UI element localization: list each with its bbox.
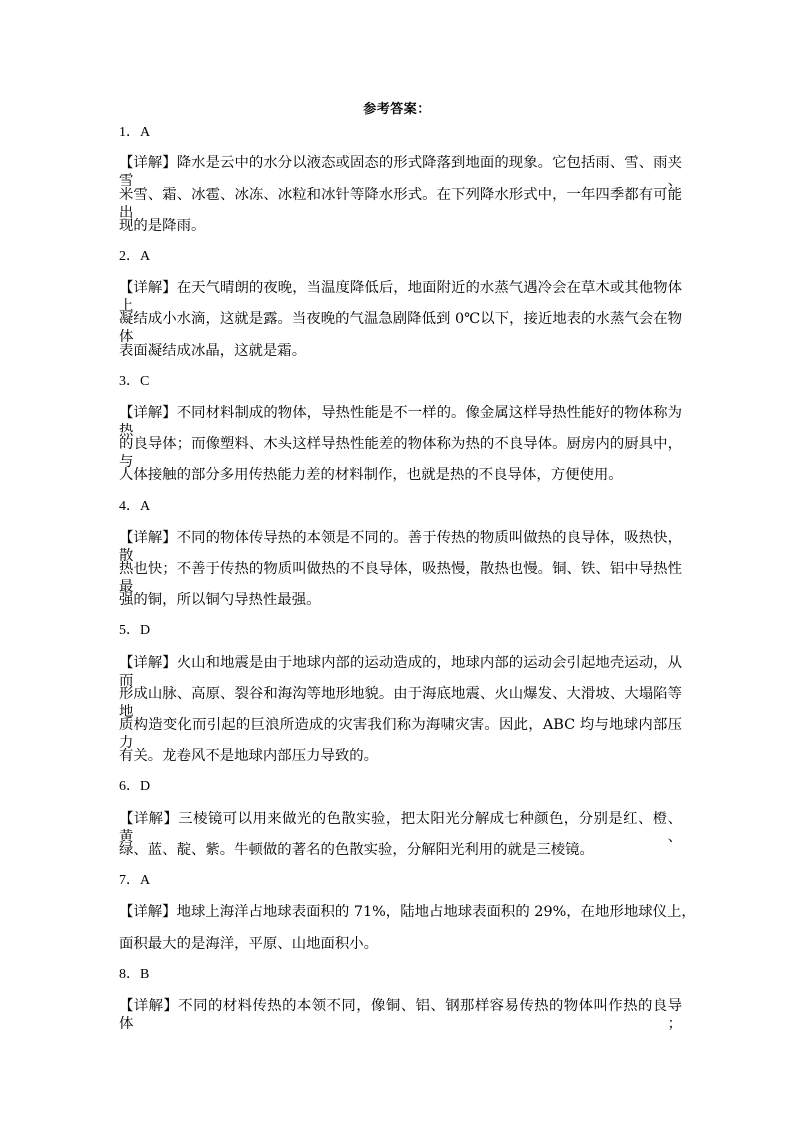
answer-number: 5．D <box>119 623 151 638</box>
explanation-line: 面积最大的是海洋，平原、山地面积小。 <box>119 936 379 952</box>
explanation-line: 【详解】不同的物体传导热的本领是不同的。善于传热的物质叫做热的良导体，吸热快，散 <box>119 530 682 564</box>
explanation-line: 表面凝结成冰晶，这就是霜。 <box>119 343 307 359</box>
answer-number: 8．B <box>119 967 150 982</box>
answer-number: 2．A <box>119 249 151 264</box>
explanation-line: 米雪、霜、冰雹、冰冻、冰粒和冰针等降水形式。在下列降水形式中，一年四季都有可能出 <box>119 187 682 221</box>
explanation-line: 形成山脉、高原、裂谷和海沟等地形地貌。由于海底地震、火山爆发、大滑坡、大塌陷等地 <box>119 686 682 720</box>
explanation-line: 【详解】不同材料制成的物体，导热性能是不一样的。像金属这样导热性能好的物体称为热 <box>119 405 682 439</box>
explanation-line: 凝结成小水滴，这就是露。当夜晚的气温急剧降低到 0℃以下，接近地表的水蒸气会在物体 <box>119 311 682 345</box>
explanation-line: 现的是降雨。 <box>119 218 206 234</box>
explanation-line: 热也快；不善于传热的物质叫做热的不良导体，吸热慢，散热也慢。铜、铁、铝中导热性最 <box>119 561 682 595</box>
answer-number: 1．A <box>119 125 151 140</box>
explanation-line: 质构造变化而引起的巨浪所造成的灾害我们称为海啸灾害。因此，ABC 均与地球内部压力 <box>119 717 682 751</box>
explanation-line: 【详解】降水是云中的水分以液态或固态的形式降落到地面的现象。它包括雨、雪、雨夹雪、 <box>119 155 682 189</box>
explanation-line: 【详解】火山和地震是由于地球内部的运动造成的，地球内部的运动会引起地壳运动，从而 <box>119 655 682 689</box>
explanation-line: 强的铜，所以铜勺导热性最强。 <box>119 592 321 608</box>
explanation-line: 有关。龙卷风不是地球内部压力导致的。 <box>119 748 379 764</box>
explanation-line: 【详解】地球上海洋占地球表面积的 71%，陆地占地球表面积的 29%，在地形地球仪上， <box>119 904 696 920</box>
explanation-line: 绿、蓝、靛、紫。牛顿做的著名的色散实验，分解阳光利用的就是三棱镜。 <box>119 842 594 858</box>
explanation-line: 【详解】不同的材料传热的本领不同，像铜、铝、钢那样容易传热的物体叫作热的良导体； <box>119 998 682 1032</box>
explanation-line: 【详解】在天气晴朗的夜晚，当温度降低后，地面附近的水蒸气遇冷会在草木或其他物体上 <box>119 280 682 314</box>
explanation-line: 的良导体；而像塑料、木头这样导热性能差的物体称为热的不良导体。厨房内的厨具中，与 <box>119 436 682 470</box>
answer-number: 4．A <box>119 499 151 514</box>
explanation-line: 【详解】三棱镜可以用来做光的色散实验，把太阳光分解成七种颜色，分别是红、橙、黄、 <box>119 811 682 845</box>
answer-number: 7．A <box>119 873 151 888</box>
explanation-line: 人体接触的部分多用传热能力差的材料制作，也就是热的不良导体，方便使用。 <box>119 467 623 483</box>
answer-number: 6．D <box>119 779 151 794</box>
answer-number: 3．C <box>119 374 150 389</box>
page-title: 参考答案： <box>363 102 431 117</box>
